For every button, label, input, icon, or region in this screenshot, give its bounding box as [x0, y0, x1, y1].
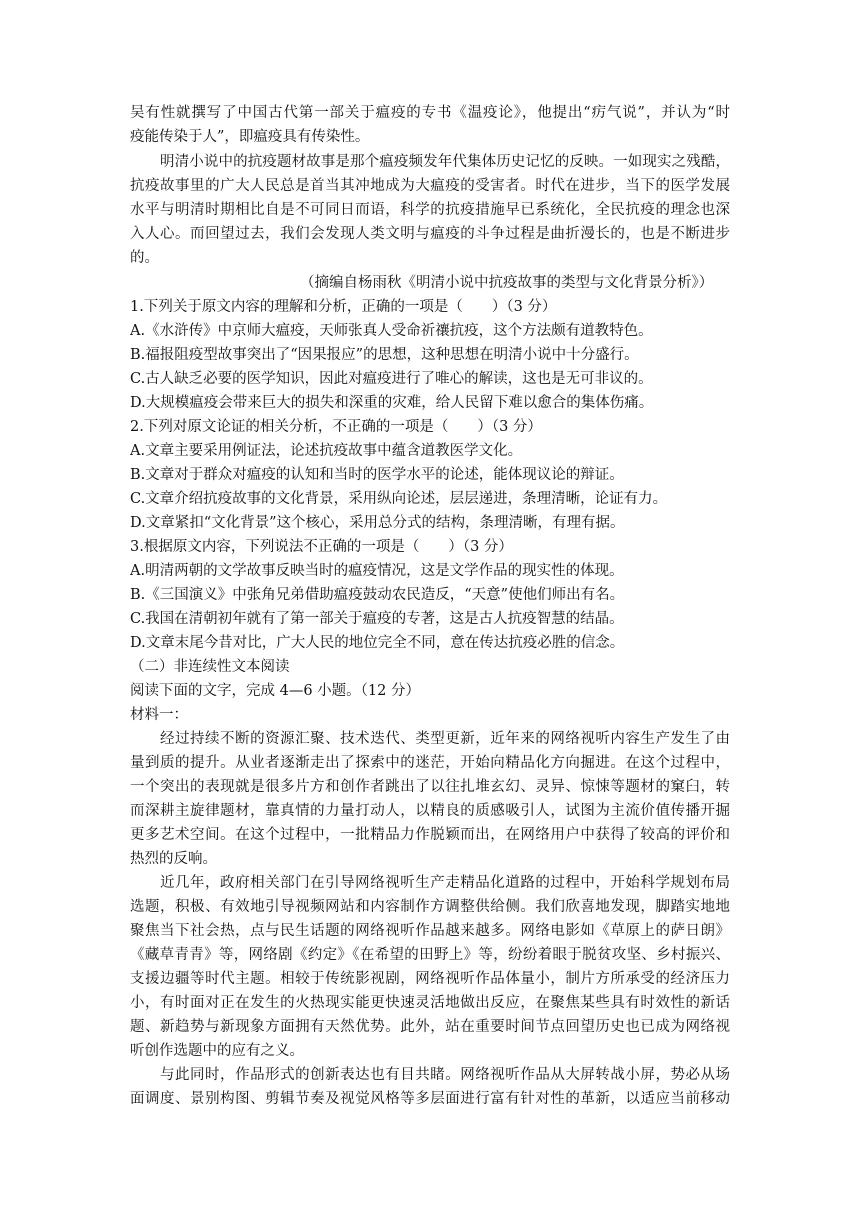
text-line: 而深耕主旋律题材，靠真情的力量打动人，以精良的质感吸引人，试图为主流价值传播开掘 [130, 803, 730, 819]
text-line: 抗疫故事里的广大人民总是首当其冲地成为大瘟疫的受害者。时代在进步，当下的医学发展 [130, 178, 730, 194]
text-line: 明清小说中的抗疫题材故事是那个瘟疫频发年代集体历史记忆的反映。一如现实之残酷， [160, 154, 730, 170]
text-line: 与此同时，作品形式的创新表达也有目共睹。网络视听作品从大屏转战小屏，势必从场 [160, 1067, 730, 1083]
text-line: 经过持续不断的资源汇聚、技术迭代、类型更新，近年来的网络视听内容生产发生了由 [160, 731, 730, 747]
question-stem: 1.下列关于原文内容的理解和分析，正确的一项是（ ）（3 分） [130, 299, 557, 315]
question-option: D.文章末尾今昔对比，广大人民的地位完全不同，意在传达抗疫必胜的信念。 [130, 635, 625, 651]
question-option: B.文章对于群众对瘟疫的认知和当时的医学水平的论述，能体现议论的辩证。 [130, 467, 624, 483]
text-line: 《藏草青青》等，网络剧《约定》《在希望的田野上》等，纷纷着眼于脱贫攻坚、乡村振兴、 [130, 947, 730, 963]
text-line: 支援边疆等时代主题。相较于传统影视剧，网络视听作品体量小，制片方所承受的经济压力 [130, 971, 730, 987]
question-stem: 2.下列对原文论证的相关分析，不正确的一项是（ ）（3 分） [130, 419, 542, 435]
text-line: 小，有时面对正在发生的火热现实能更快速灵活地做出反应，在聚焦某些具有时效性的新话 [130, 995, 730, 1011]
material-label: 材料一： [130, 707, 188, 723]
text-line: 一个突出的表现就是很多片方和创作者跳出了以往扎堆玄幻、灵异、惊悚等题材的窠臼，转 [130, 779, 730, 795]
question-option: C.古人缺乏必要的医学知识，因此对瘟疫进行了唯心的解读，这也是无可非议的。 [130, 371, 653, 387]
text-line: 面调度、景别构图、剪辑节奏及视觉风格等多层面进行富有针对性的革新，以适应当前移动 [130, 1091, 730, 1107]
text-line: 近几年，政府相关部门在引导网络视听生产走精品化道路的过程中，开始科学规划布局 [160, 875, 730, 891]
text-line: 题、新趋势与新现象方面拥有天然优势。此外，站在重要时间节点回望历史也已成为网络视 [130, 1019, 730, 1035]
question-option: D.文章紧扣“文化背景”这个核心，采用总分式的结构，条理清晰，有理有据。 [130, 515, 625, 531]
text-line: 听创作选题中的应有之义。 [130, 1043, 304, 1059]
source-citation: （摘编自杨雨秋《明清小说中抗疫故事的类型与文化背景分析》） [300, 275, 714, 291]
question-option: A.明清两朝的文学故事反映当时的瘟疫情况，这是文学作品的现实性的体现。 [130, 563, 624, 579]
section-heading: （二）非连续性文本阅读 [130, 659, 290, 675]
text-line: 更多艺术空间。在这个过程中，一批精品力作脱颖而出，在网络用户中获得了较高的评价和 [130, 827, 730, 843]
question-option: A.文章主要采用例证法，论述抗疫故事中蕴含道教医学文化。 [130, 443, 523, 459]
text-line: 水平与明清时期相比自是不可同日而语，科学的抗疫措施早已系统化，全民抗疫的理念也深 [130, 202, 730, 218]
question-option: A.《水浒传》中京师大瘟疫，天师张真人受命祈禳抗疫，这个方法颇有道教特色。 [130, 323, 653, 339]
section-instruction: 阅读下面的文字，完成 4—6 小题。（12 分） [130, 683, 420, 699]
question-stem: 3.根据原文内容，下列说法不正确的一项是（ ）（3 分） [130, 539, 513, 555]
text-line: 热烈的反响。 [130, 851, 217, 867]
text-line: 入人心。而回望过去，我们会发现人类文明与瘟疫的斗争过程是曲折漫长的，也是不断进步 [130, 226, 730, 242]
question-option: B.福报阻疫型故事突出了“因果报应”的思想，这种思想在明清小说中十分盛行。 [130, 347, 639, 363]
text-line: 选题，积极、有效地引导视频网站和内容制作方调整供给侧。我们欣喜地发现，脚踏实地地 [130, 899, 730, 915]
question-option: C.我国在清朝初年就有了第一部关于瘟疫的专著，这是古人抗疫智慧的结晶。 [130, 611, 624, 627]
text-line: 的。 [130, 250, 159, 266]
question-option: B.《三国演义》中张角兄弟借助瘟疫鼓动农民造反，“天意”使他们师出有名。 [130, 587, 625, 603]
text-line: 吴有性就撰写了中国古代第一部关于瘟疫的专书《温疫论》，他提出“疠气说”，并认为“时 [130, 105, 730, 121]
question-option: C.文章介绍抗疫故事的文化背景，采用纵向论述，层层递进，条理清晰，论证有力。 [130, 491, 668, 507]
text-line: 量到质的提升。从业者逐渐走出了探索中的迷茫，开始向精品化方向掘进。在这个过程中， [130, 755, 730, 771]
question-option: D.大规模瘟疫会带来巨大的损失和深重的灾难，给人民留下难以愈合的集体伤痛。 [130, 395, 654, 411]
text-line: 疫能传染于人”，即瘟疫具有传染性。 [130, 129, 370, 145]
text-line: 聚焦当下社会热，点与民生话题的网络视听作品越来越多。网络电影如《草原上的萨日朗》 [130, 923, 730, 939]
